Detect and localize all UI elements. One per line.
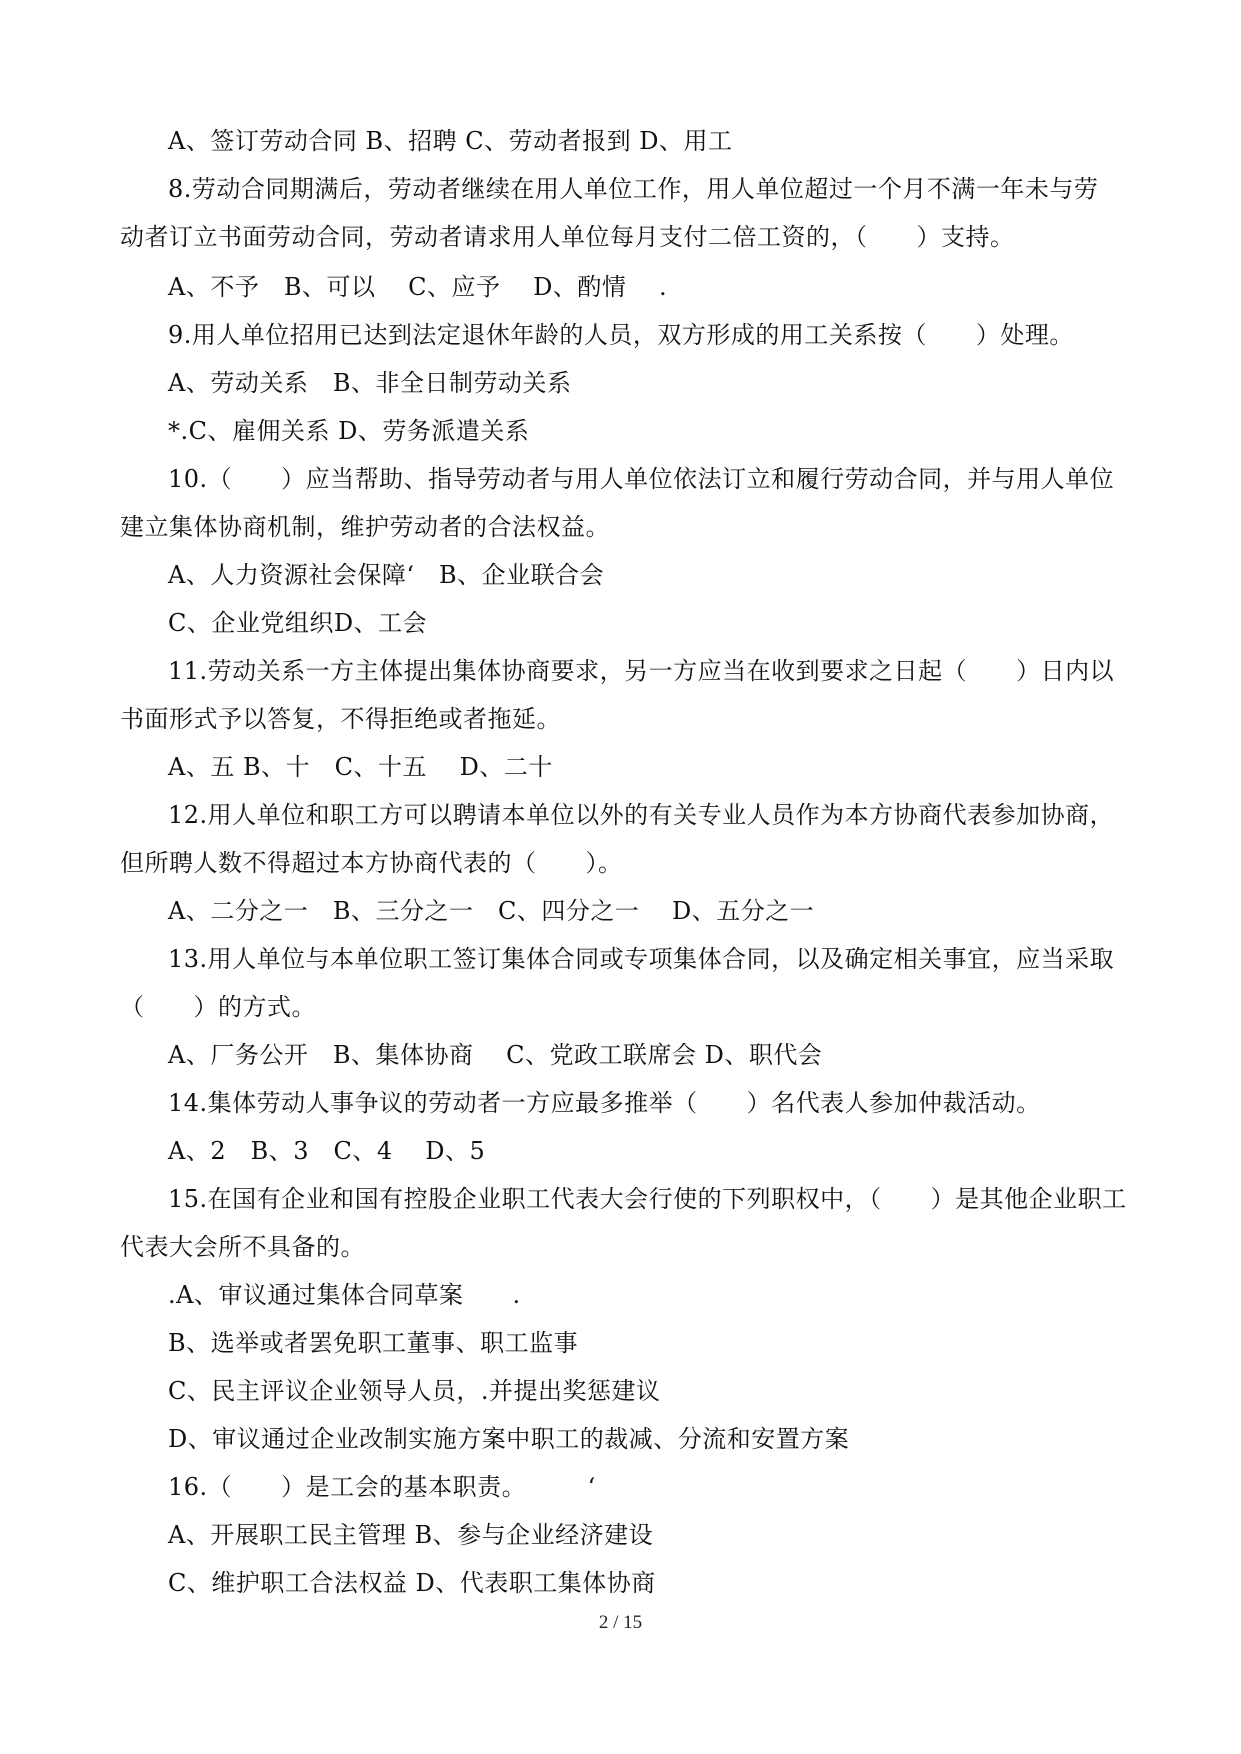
text-line: *.C、雇佣关系 D、劳务派遣关系: [168, 417, 530, 445]
text-line: C、企业党组织D、工会: [168, 609, 428, 637]
page-number: 2 / 15: [598, 1612, 643, 1633]
text-line: 14.集体劳动人事争议的劳动者一方应最多推举（ ）名代表人参加仲裁活动。: [168, 1089, 1041, 1117]
text-line: 11.劳动关系一方主体提出集体协商要求，另一方应当在收到要求之日起（ ）日内以: [168, 657, 1115, 685]
text-line: 建立集体协商机制，维护劳动者的合法权益。: [120, 513, 610, 541]
text-line: A、厂务公开 B、集体协商 C、党政工联席会 D、职代会: [168, 1041, 823, 1069]
text-line: A、劳动关系 B、非全日制劳动关系: [168, 369, 572, 397]
text-line: 动者订立书面劳动合同，劳动者请求用人单位每月支付二倍工资的，（ ）支持。: [120, 223, 1015, 251]
text-line: （ ）的方式。: [120, 993, 316, 1021]
text-line: C、民主评议企业领导人员，.并提出奖惩建议: [168, 1377, 661, 1405]
text-line: 但所聘人数不得超过本方协商代表的（ ）。: [120, 849, 623, 877]
text-line: 10.（ ）应当帮助、指导劳动者与用人单位依法订立和履行劳动合同，并与用人单位: [168, 465, 1115, 493]
text-line: A、开展职工民主管理 B、参与企业经济建设: [168, 1521, 654, 1549]
text-line: 16.（ ）是工会的基本职责。 ‘: [168, 1473, 596, 1501]
text-line: A、二分之一 B、三分之一 C、四分之一 D、五分之一: [168, 897, 815, 925]
text-line: A、签订劳动合同 B、招聘 C、劳动者报到 D、用工: [168, 127, 733, 155]
text-line: 8.劳动合同期满后，劳动者继续在用人单位工作，用人单位超过一个月不满一年未与劳: [168, 175, 1099, 203]
text-line: A、人力资源社会保障‘ B、企业联合会: [168, 561, 605, 589]
text-line: 12.用人单位和职工方可以聘请本单位以外的有关专业人员作为本方协商代表参加协商，: [168, 801, 1115, 829]
text-line: A、五 B、十 C、十五 D、二十: [168, 753, 553, 781]
text-line: 9.用人单位招用已达到法定退休年龄的人员，双方形成的用工关系按（ ）处理。: [168, 321, 1074, 349]
text-line: 15.在国有企业和国有控股企业职工代表大会行使的下列职权中，（ ）是其他企业职工: [168, 1185, 1127, 1213]
text-line: A、不予 B、可以 C、应予 D、酌情 .: [168, 273, 668, 301]
text-line: 书面形式予以答复，不得拒绝或者拖延。: [120, 705, 561, 733]
text-line: A、2 B、3 C、4 D、5: [168, 1137, 486, 1165]
text-line: C、维护职工合法权益 D、代表职工集体协商: [168, 1569, 656, 1597]
text-line: .A、审议通过集体合同草案 .: [168, 1281, 521, 1309]
text-line: B、选举或者罢免职工董事、职工监事: [168, 1329, 579, 1357]
text-line: 13.用人单位与本单位职工签订集体合同或专项集体合同，以及确定相关事宜，应当采取: [168, 945, 1115, 973]
text-line: D、审议通过企业改制实施方案中职工的裁减、分流和安置方案: [168, 1425, 850, 1453]
text-line: 代表大会所不具备的。: [120, 1233, 365, 1261]
